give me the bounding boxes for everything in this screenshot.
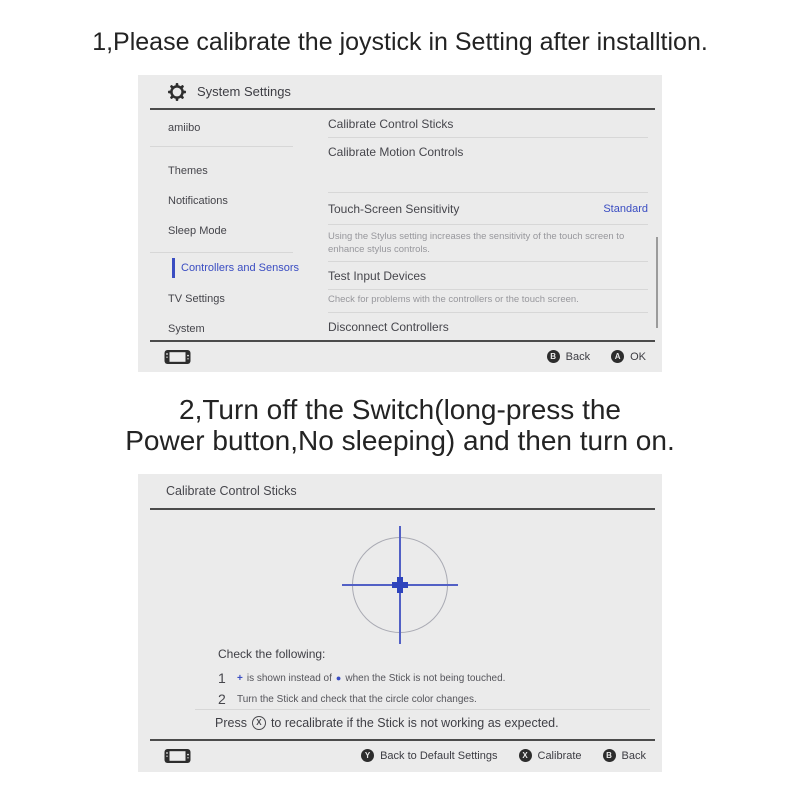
sidebar-item-sleep-mode[interactable]: Sleep Mode: [168, 225, 227, 237]
test-input-description: Check for problems with the controllers or the touch screen.: [328, 290, 648, 313]
bottom-bar: [150, 739, 655, 770]
b-button-icon: B: [547, 350, 560, 363]
hint-text: to recalibrate if the Stick is not working as expected.: [270, 715, 559, 730]
switch-console-icon: [164, 349, 191, 365]
hint-label: Back: [621, 749, 646, 762]
setting-row-touch-screen-sensitivity[interactable]: [328, 193, 648, 225]
sidebar-item-themes[interactable]: Themes: [168, 165, 208, 177]
setting-label: Test Input Devices: [328, 268, 427, 283]
hint-label: Back to Default Settings: [380, 749, 498, 762]
sidebar-item-tv-settings[interactable]: TV Settings: [168, 293, 225, 305]
switch-console-icon: [164, 748, 191, 764]
setting-row-test-input-devices[interactable]: [328, 262, 648, 290]
section-divider: [195, 709, 650, 710]
dot-symbol-icon: ●: [335, 673, 342, 683]
button-hint-back-to-default-settings[interactable]: [361, 749, 497, 762]
sidebar-item-controllers-and-sensors[interactable]: Controllers and Sensors: [150, 256, 308, 280]
bottom-bar: [150, 340, 655, 371]
check-item-text: when the Stick is not being touched.: [345, 672, 506, 684]
button-hint-ok[interactable]: [611, 350, 646, 363]
step1-instruction: 1,Please calibrate the joystick in Setting after installtion.: [92, 28, 708, 56]
system-settings-header: [150, 75, 655, 110]
touch-sensitivity-value: Standard: [603, 202, 648, 215]
check-item-1: [218, 670, 505, 686]
calibrate-header: [150, 474, 655, 510]
list-number: 2: [218, 691, 226, 707]
y-button-icon: Y: [361, 749, 374, 762]
touch-sensitivity-description: Using the Stylus setting increases the sensitivity of the touch screen to enhance stylus controls.: [328, 225, 648, 262]
button-hint-calibrate[interactable]: [519, 749, 582, 762]
x-button-icon: X: [519, 749, 532, 762]
a-button-icon: A: [611, 350, 624, 363]
list-number: 1: [218, 670, 226, 686]
x-button-outline-icon: X: [252, 716, 266, 730]
button-hint-back[interactable]: [603, 749, 646, 762]
check-item-text: Turn the Stick and check that the circle color changes.: [237, 693, 477, 705]
hint-label: Calibrate: [537, 749, 582, 762]
hint-label: Back: [565, 350, 591, 363]
step2-instruction: [0, 394, 800, 456]
gear-icon: [167, 82, 187, 102]
hint-text: Press: [215, 715, 247, 730]
scrollbar[interactable]: [656, 237, 658, 328]
setting-row-calibrate-motion-controls[interactable]: [328, 138, 648, 165]
check-item-text: is shown instead of: [246, 672, 332, 684]
step2-line1: 2,Turn off the Switch(long-press the: [179, 394, 621, 425]
setting-label: Disconnect Controllers: [328, 319, 449, 334]
screen-title: Calibrate Control Sticks: [166, 484, 297, 498]
crosshair-plus-icon: [397, 577, 403, 593]
sidebar-item-amiibo[interactable]: amiibo: [168, 122, 201, 134]
setting-row-disconnect-controllers[interactable]: [328, 313, 648, 340]
hint-label: OK: [630, 350, 646, 363]
calibrate-control-sticks-screen: [138, 474, 662, 772]
sidebar-item-system[interactable]: System: [168, 323, 205, 335]
sidebar-divider: [150, 252, 293, 253]
setting-label: Calibrate Motion Controls: [328, 144, 464, 159]
screen-title: System Settings: [197, 84, 291, 99]
plus-symbol-icon: +: [237, 672, 243, 684]
sidebar-item-notifications[interactable]: Notifications: [168, 195, 228, 207]
step2-line2: Power button,No sleeping) and then turn on.: [125, 425, 675, 456]
b-button-icon: B: [603, 749, 616, 762]
sidebar-divider: [150, 146, 293, 147]
section-spacer: [328, 165, 648, 193]
check-item-2: [218, 691, 477, 707]
setting-label: Calibrate Control Sticks: [328, 117, 454, 131]
setting-row-calibrate-control-sticks[interactable]: [328, 111, 648, 138]
recalibrate-hint: [215, 714, 559, 731]
setting-label: Touch-Screen Sensitivity: [328, 201, 460, 216]
button-hint-back[interactable]: [547, 350, 590, 363]
system-settings-screen: [138, 75, 662, 372]
check-heading: Check the following:: [218, 647, 326, 661]
